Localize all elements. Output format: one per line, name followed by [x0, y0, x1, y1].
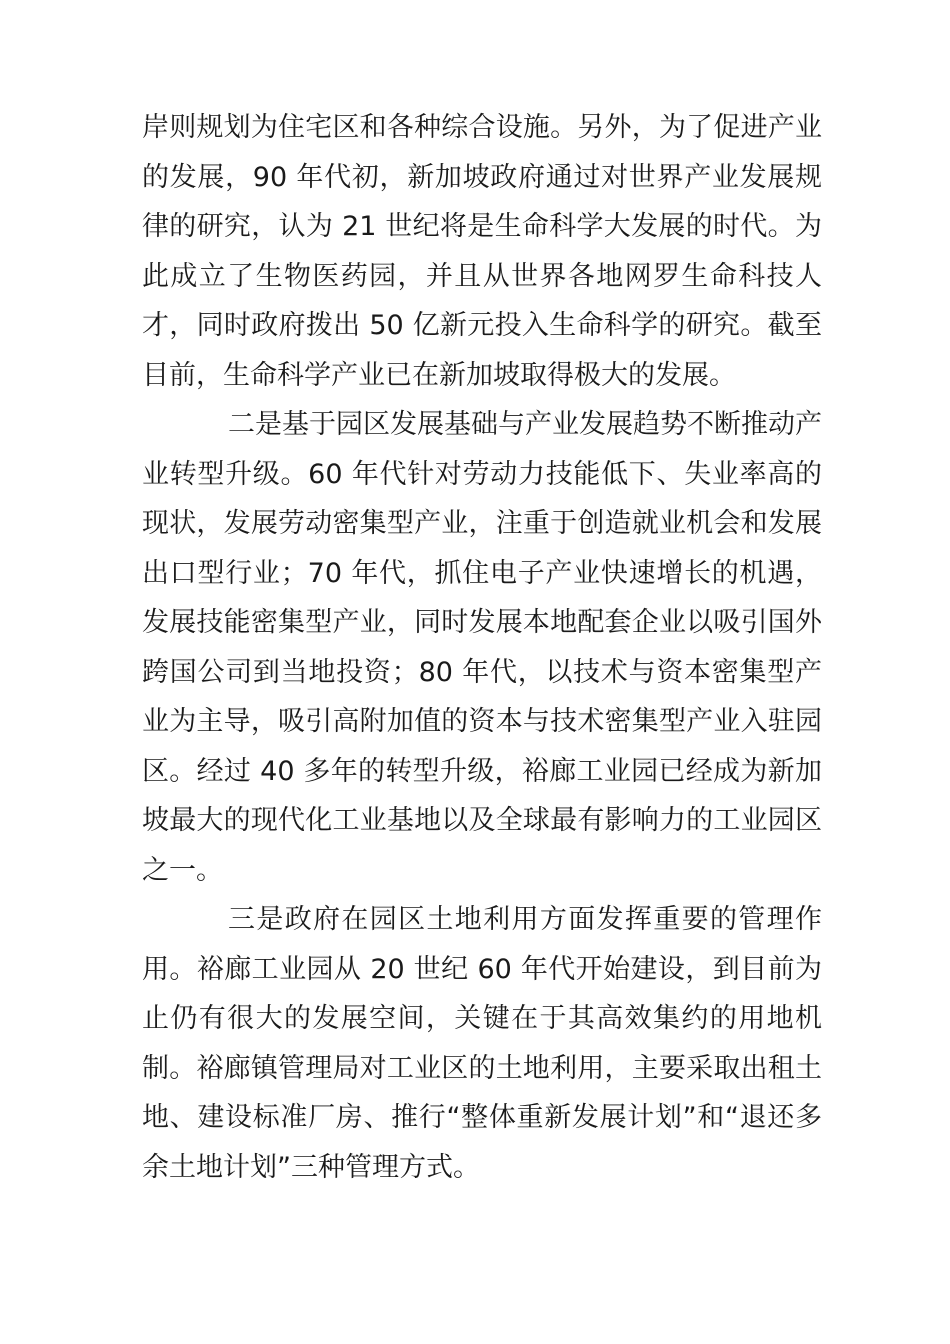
- paragraph-3: 三是政府在园区土地利用方面发挥重要的管理作用。裕廊工业园从 20 世纪 60 年代开始建设，到目前为止仍有很大的发展空间，关键在于其高效集约的用地机制。裕廊镇管理局对工业区的土地利用，主要采取出租土地、建设标准厂房、推行“整体重新发展计划”和“退还多余土地计划”三种管理方式。: [142, 904, 822, 1183]
- document-body: [142, 103, 822, 1192]
- paragraph-2: 二是基于园区发展基础与产业发展趋势不断推动产业转型升级。60 年代针对劳动力技能低下、失业率高的现状，发展劳动密集型产业，注重于创造就业机会和发展出口型行业；70 年代，抓住电子产业快速增长的机遇，发展技能密集型产业，同时发展本地配套企业以吸引国外跨国公司到当地投资；80 年代，以技术与资本密集型产业为主导，吸引高附加值的资本与技术密集型产业入驻园区。经过 40 多年的转型升级，裕廊工业园已经成为新加坡最大的现代化工业基地以及全球最有影响力的工业园区之一。: [142, 409, 822, 886]
- paragraph-1: 岸则规划为住宅区和各种综合设施。另外，为了促进产业的发展，90 年代初，新加坡政府通过对世界产业发展规律的研究，认为 21 世纪将是生命科学大发展的时代。为此成立了生物医药园，并且从世界各地网罗生命科技人才，同时政府拨出 50 亿新元投入生命科学的研究。截至目前，生命科学产业已在新加坡取得极大的发展。: [142, 112, 822, 391]
